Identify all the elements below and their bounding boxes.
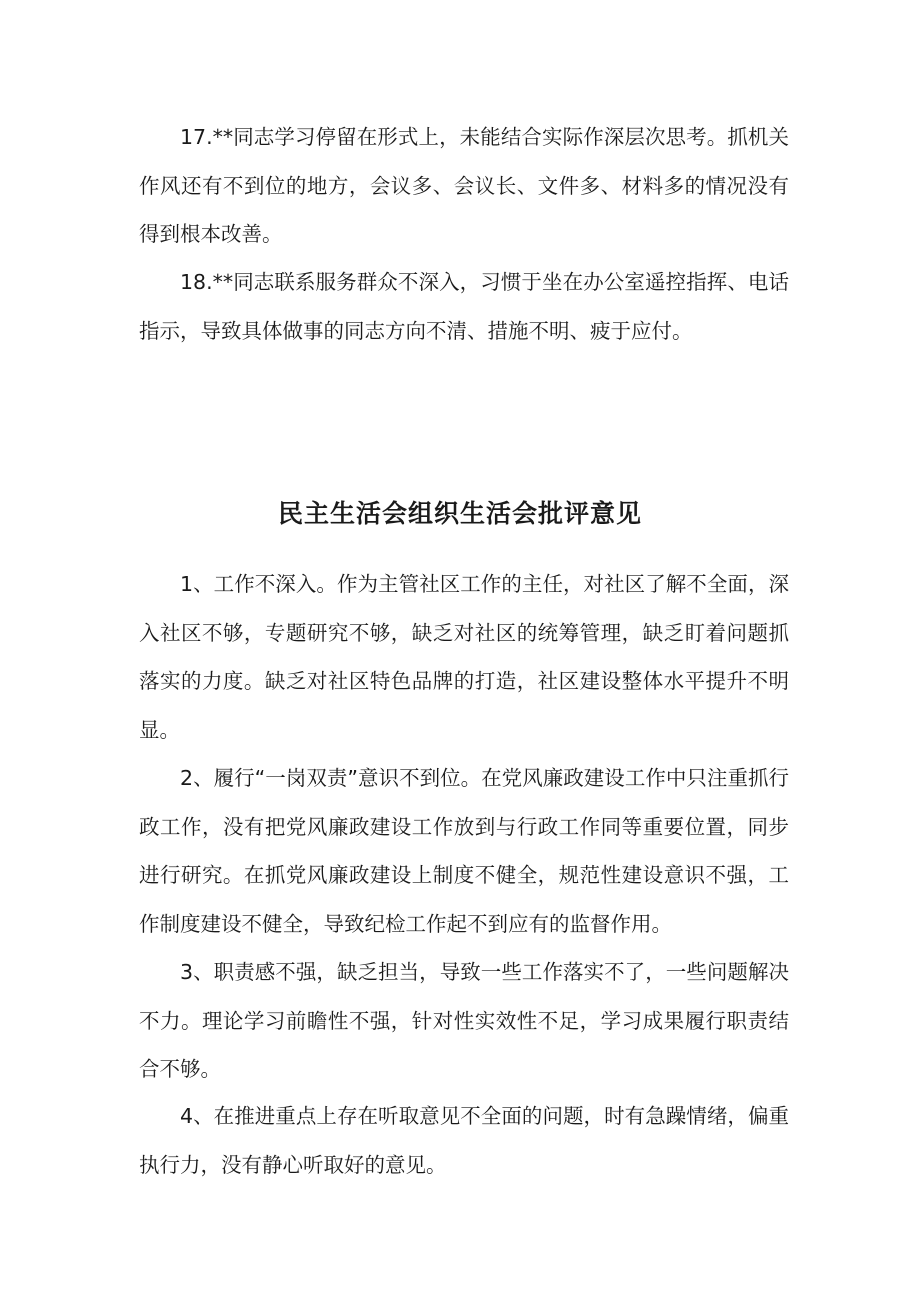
paragraph-item-4: 4、在推进重点上存在听取意见不全面的问题，时有急躁情绪，偏重执行力，没有静心听取好的意见。 (139, 1104, 789, 1177)
paragraph-item-17: 17.**同志学习停留在形式上，未能结合实际作深层次思考。抓机关作风还有不到位的地方，会议多、会议长、文件多、材料多的情况没有得到根本改善。 (139, 125, 789, 246)
paragraph-item-1: 1、工作不深入。作为主管社区工作的主任，对社区了解不全面，深入社区不够，专题研究不够，缺乏对社区的统筹管理，缺乏盯着问题抓落实的力度。缺乏对社区特色品牌的打造，社区建设整体水平提升不明显。 (139, 572, 789, 742)
document-title: 民主生活会组织生活会批评意见 (277, 499, 642, 528)
paragraph-item-18: 18.**同志联系服务群众不深入，习惯于坐在办公室遥控指挥、电话指示，导致具体做事的同志方向不清、措施不明、疲于应付。 (139, 270, 789, 343)
paragraph-item-3: 3、职责感不强，缺乏担当，导致一些工作落实不了，一些问题解决不力。理论学习前瞻性不强，针对性实效性不足，学习成果履行职责结合不够。 (139, 960, 789, 1081)
paragraph-item-2: 2、履行“一岗双责”意识不到位。在党风廉政建设工作中只注重抓行政工作，没有把党风廉政建设工作放到与行政工作同等重要位置，同步进行研究。在抓党风廉政建设上制度不健全，规范性建设意识不强，工作制度建设不健全，导致纪检工作起不到应有的监督作用。 (139, 766, 789, 936)
